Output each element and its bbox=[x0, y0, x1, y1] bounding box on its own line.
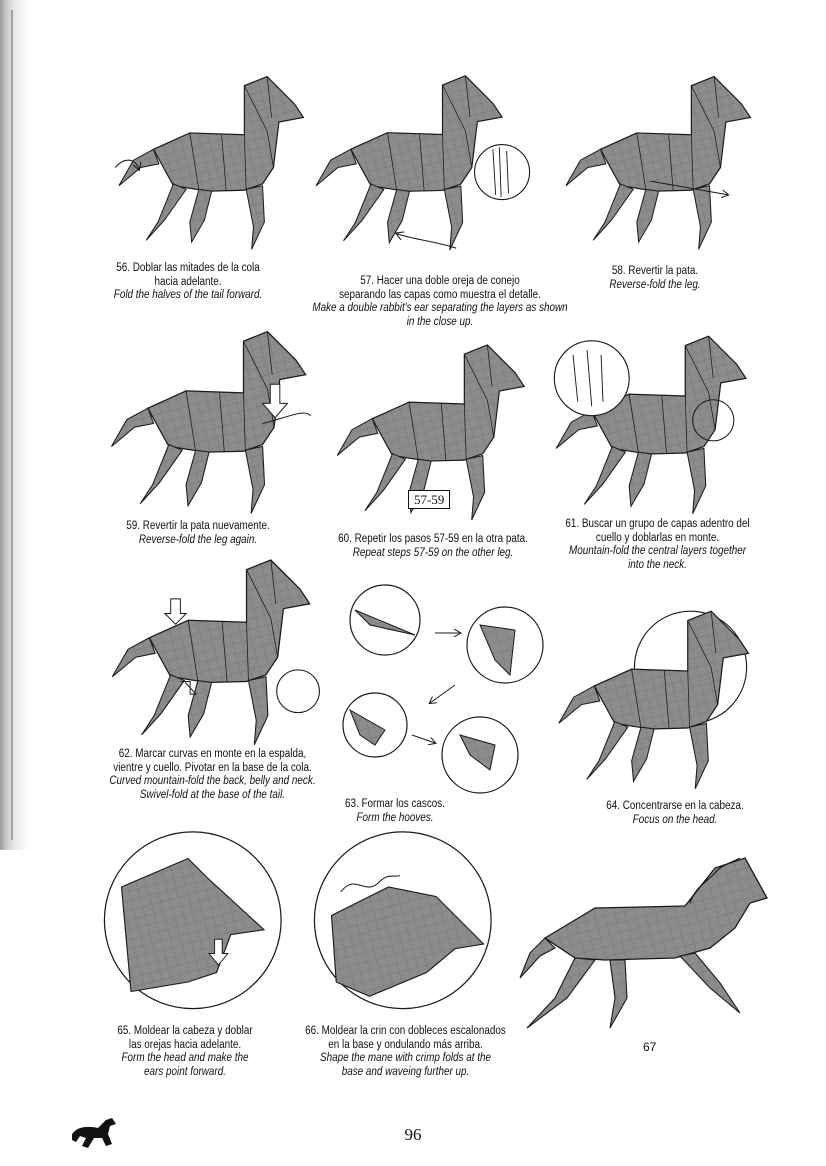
step-61-diagram bbox=[545, 335, 760, 515]
horse-diagram bbox=[108, 70, 308, 265]
step-62-caption bbox=[90, 748, 335, 802]
step-56-diagram bbox=[108, 70, 308, 265]
step-57-caption bbox=[311, 275, 569, 329]
step-62-diagram bbox=[100, 560, 325, 735]
step-64-caption bbox=[589, 800, 761, 827]
step-61-caption bbox=[556, 518, 758, 572]
caption-es: 61. Buscar un grupo de capas adentro del cuello y doblarlas en monte. bbox=[565, 518, 750, 544]
caption-en: Fold the halves of the tail forward. bbox=[113, 289, 263, 301]
caption-en: Reverse-fold the leg again. bbox=[138, 533, 258, 546]
step-56-caption bbox=[102, 262, 274, 303]
caption-en: Mountain-fold the central layers together into the neck. bbox=[568, 545, 747, 571]
page-number: 96 bbox=[404, 1125, 422, 1144]
caption-es: 57. Hacer una doble oreja de conejo separando las capas como muestra el detalle. bbox=[339, 275, 541, 301]
step-65-caption bbox=[99, 1025, 271, 1079]
repeat-steps-label: 57-59 bbox=[408, 490, 450, 509]
caption-en: Form the hooves. bbox=[356, 811, 434, 824]
step-64-diagram bbox=[555, 610, 770, 790]
book-binding-shadow bbox=[0, 0, 30, 850]
step-63-caption bbox=[331, 798, 460, 825]
step-66-diagram bbox=[310, 830, 505, 1020]
caption-es: 64. Concentrarse en la cabeza. bbox=[606, 800, 744, 812]
caption-en: Repeat steps 57-59 on the other leg. bbox=[352, 546, 514, 559]
step-58-caption bbox=[586, 265, 724, 292]
caption-es: 56. Doblar las mitades de la cola hacia adelante. bbox=[116, 262, 260, 288]
step-60-caption bbox=[334, 533, 532, 560]
caption-en: Curved mountain-fold the back, belly and neck. Swivel-fold at the base of the tail. bbox=[109, 775, 316, 801]
caption-es: 59. Revertir la pata nuevamente. bbox=[126, 520, 270, 532]
step-66-caption bbox=[287, 1025, 524, 1079]
caption-en: Shape the mane with crimp folds at the base and waveing further up. bbox=[320, 1052, 491, 1078]
step-65-diagram bbox=[100, 830, 295, 1020]
step-57-diagram bbox=[305, 70, 525, 265]
caption-es: 60. Repetir los pasos 57-59 en la otra pata. bbox=[338, 533, 528, 545]
step-59-caption bbox=[112, 520, 284, 547]
step-67-label: 67 bbox=[643, 1040, 657, 1054]
step-67-diagram bbox=[515, 848, 775, 1038]
caption-en: Form the head and make the ears point forward. bbox=[121, 1052, 249, 1078]
step-63-diagram bbox=[330, 585, 550, 795]
step-59-diagram bbox=[100, 330, 320, 515]
caption-en: Reverse-fold the leg. bbox=[609, 278, 701, 291]
caption-es: 58. Revertir la pata. bbox=[611, 265, 699, 277]
caption-en: Make a double rabbit's ear separating the layers as shown in the close up. bbox=[312, 302, 568, 328]
caption-es: 66. Moldear la crin con dobleces escalonados en la base y ondulando más arriba. bbox=[305, 1025, 506, 1051]
caption-es: 63. Formar los cascos. bbox=[344, 798, 446, 810]
caption-es: 65. Moldear la cabeza y doblar las orejas hacia adelante. bbox=[117, 1025, 253, 1051]
binding-line bbox=[11, 10, 13, 840]
step-58-diagram bbox=[555, 70, 755, 265]
caption-es: 62. Marcar curvas en monte en la espalda, vientre y cuello. Pivotar en la base de la cola. bbox=[113, 748, 312, 774]
caption-en: Focus on the head. bbox=[632, 813, 718, 826]
